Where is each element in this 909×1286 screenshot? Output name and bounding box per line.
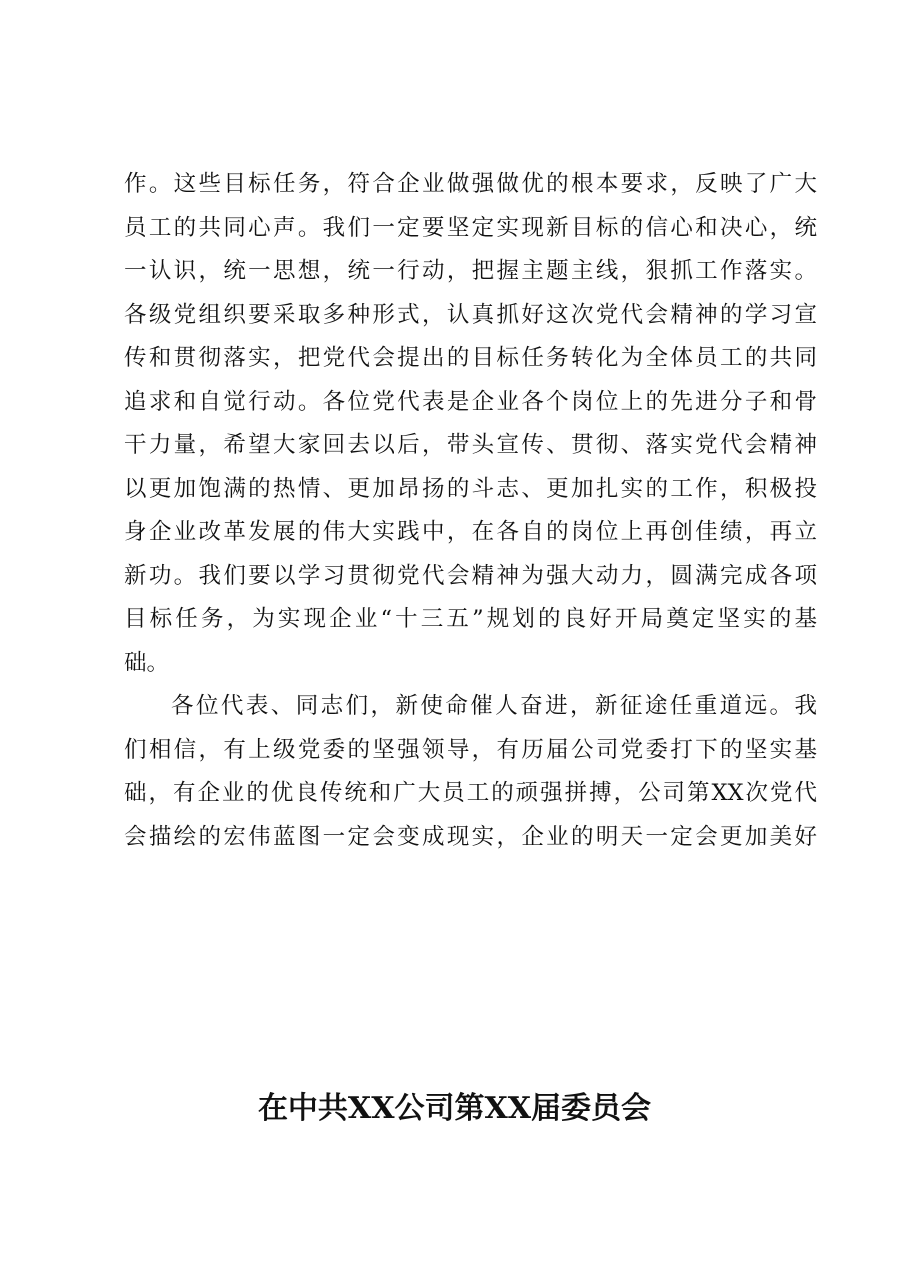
body-text: [124, 163, 817, 859]
text-line: 各位代表、同志们，新使命催人奋进，新征途任重道远。我: [171, 693, 817, 719]
text-line: 目标任务，为实现企业“十三五”规划的良好开局奠定坚实的基: [124, 606, 817, 632]
text-line: 础，有企业的优良传统和广大员工的顽强拼搏，公司第XX次党代: [124, 780, 817, 806]
text-line: 作。这些目标任务，符合企业做强做优的根本要求，反映了广大: [124, 171, 817, 197]
text-line: 传和贯彻落实，把党代会提出的目标任务转化为全体员工的共同: [124, 345, 817, 371]
text-line: 各级党组织要采取多种形式，认真抓好这次党代会精神的学习宣: [124, 301, 817, 328]
paragraph-1: [124, 163, 817, 685]
text-line: 一认识，统一思想，统一行动，把握主题主线，狠抓工作落实。: [124, 258, 817, 284]
text-line: 追求和自觉行动。各位党代表是企业各个岗位上的先进分子和骨: [124, 388, 817, 415]
section-heading: 在中共XX公司第XX届委员会: [257, 1091, 652, 1126]
text-line: 干力量，希望大家回去以后，带头宣传、贯彻、落实党代会精神: [124, 432, 817, 458]
text-line: 以更加饱满的热情、更加昂扬的斗志、更加扎实的工作，积极投: [124, 475, 817, 502]
text-line: 身企业改革发展的伟大实践中，在各自的岗位上再创佳绩，再立: [124, 519, 817, 545]
text-line: 们相信，有上级党委的坚强领导，有历届公司党委打下的坚实基: [124, 736, 817, 763]
text-line: 会描绘的宏伟蓝图一定会变成现实，企业的明天一定会更加美好: [124, 823, 817, 850]
paragraph-2: [124, 685, 817, 859]
text-line: 员工的共同心声。我们一定要坚定实现新目标的信心和决心，统: [124, 214, 817, 241]
text-line: 础。: [124, 649, 170, 676]
text-line: 新功。我们要以学习贯彻党代会精神为强大动力，圆满完成各项: [124, 562, 817, 589]
